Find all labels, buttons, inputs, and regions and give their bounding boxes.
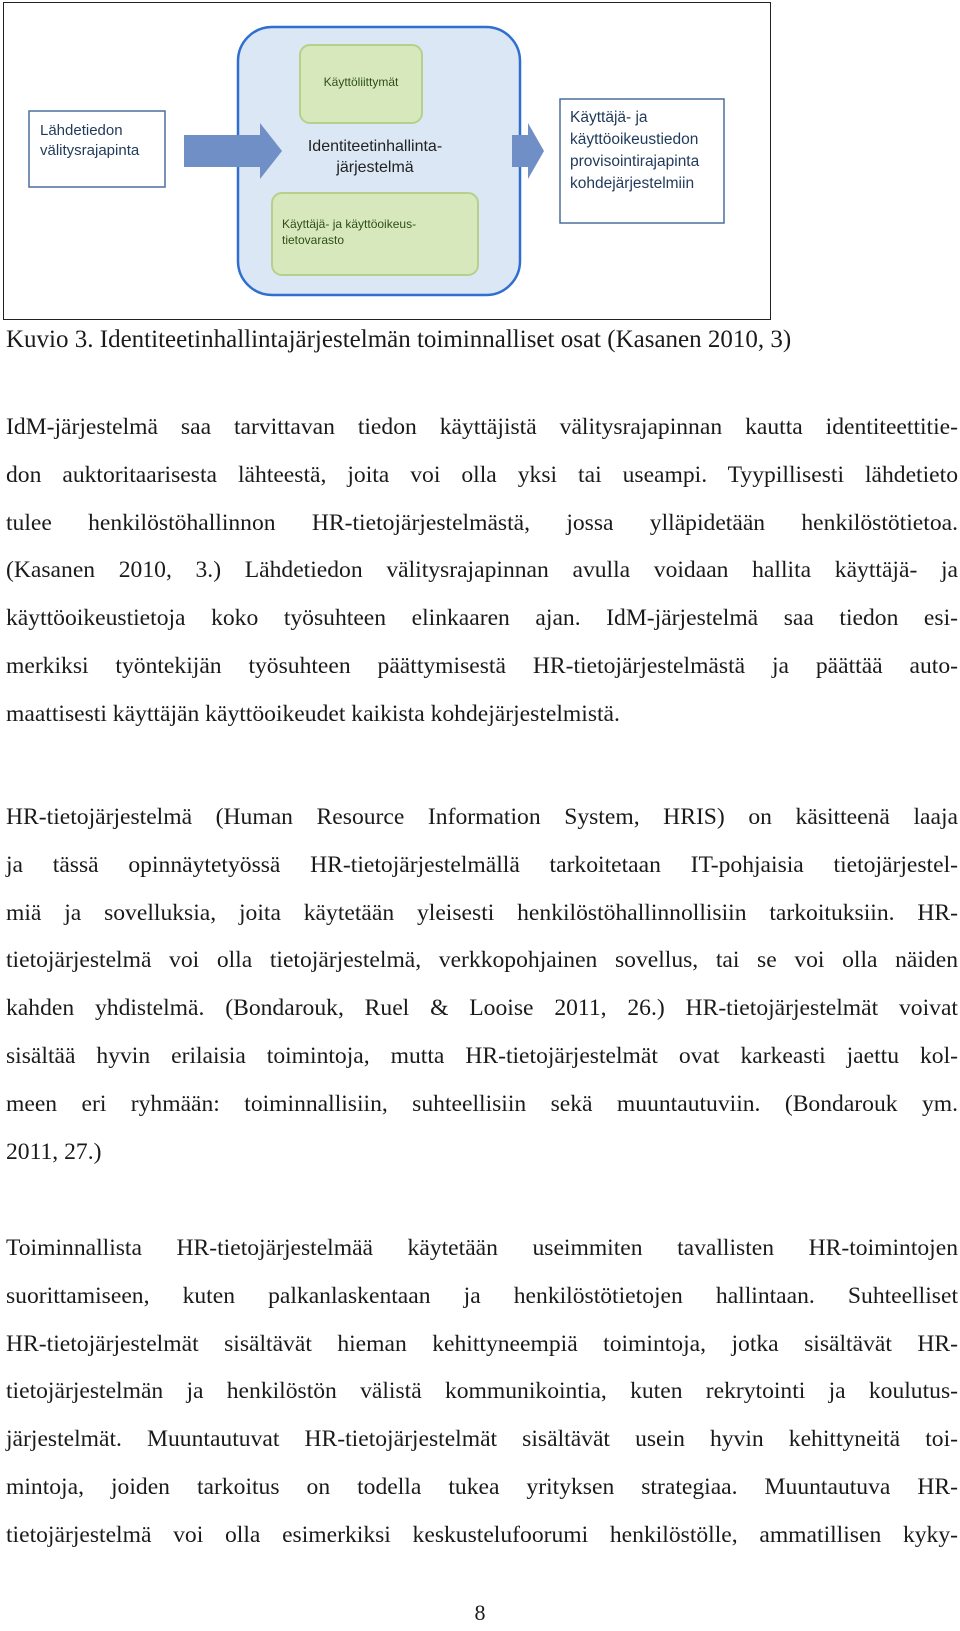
target-box-line-4: kohdejärjestelmiin (570, 175, 695, 192)
paragraph-line: tietojärjestelmän ja henkilöstön välistä kommunikointia, kuten rekrytointi ja koulutus- (6, 1378, 958, 1405)
core-label-line-1: Identiteetinhallinta- (307, 138, 443, 155)
source-box-line-2: välitysrajapinta (40, 141, 140, 159)
paragraph-line: tietojärjestelmä voi olla tietojärjestelmä, verkkopohjainen sovellus, tai se voi olla näiden (6, 947, 958, 974)
paragraph-line: suorittamiseen, kuten palkanlaskentaan ja henkilöstötietojen hallintaan. Suhteelliset (6, 1282, 958, 1309)
paragraph-line: meen eri ryhmään: toiminnallisiin, suhteellisiin sekä muuntautuviin. (Bondarouk ym. (6, 1090, 958, 1117)
core-label-line-2: järjestelmä (336, 158, 414, 176)
target-box-line-2: käyttöoikeustiedon (570, 131, 699, 148)
source-box-label (40, 121, 139, 160)
storage-box-line-1: Käyttäjä- ja käyttöoikeus- (282, 217, 417, 231)
storage-box-line-2: tietovarasto (282, 232, 345, 247)
target-box-label (570, 107, 699, 195)
paragraph-line: järjestelmät. Muuntautuvat HR-tietojärjestelmät sisältävät usein hyvin kehittyneitä toi- (6, 1426, 958, 1453)
diagram-figure (3, 2, 771, 320)
page-number: 8 (474, 1600, 486, 1625)
paragraph-line: ja tässä opinnäytetyössä HR-tietojärjestelmällä tarkoitetaan IT-pohjaisia tietojärjestel- (6, 851, 958, 878)
target-box-line-3: provisointirajapinta (570, 153, 700, 170)
paragraph-line: HR-tietojärjestelmät sisältävät hieman kehittyneempiä toimintoja, jotka sisältävät HR- (6, 1330, 958, 1357)
paragraph-line: HR-tietojärjestelmä (Human Resource Information System, HRIS) on käsitteenä laaja (6, 804, 958, 830)
paragraph-line: don auktoritaarisesta lähteestä, joita voi olla yksi tai useampi. Tyypillisesti lähdetieto (6, 461, 958, 488)
target-box-line-1: Käyttäjä- ja (570, 109, 648, 126)
paragraph-line: 2011, 27.) (6, 1138, 102, 1165)
paragraph-line: tulee henkilöstöhallinnon HR-tietojärjestelmästä, jossa ylläpidetään henkilöstötietoa. (6, 509, 958, 536)
paragraph-line: sisältää hyvin erilaisia toimintoja, mutta HR-tietojärjestelmät ovat karkeasti jaettu kol- (6, 1042, 958, 1069)
paragraph-line: miä ja sovelluksia, joita käytetään yleisesti henkilöstöhallinnollisiin tarkoituksiin. HR- (6, 899, 958, 926)
paragraph-line: (Kasanen 2010, 3.) Lähdetiedon välitysrajapinnan avulla voidaan hallita käyttäjä- ja (6, 557, 958, 584)
core-label (284, 137, 466, 179)
paragraph-line: käyttöoikeustietoja koko työsuhteen elinkaaren ajan. IdM-järjestelmä saa tiedon esi- (6, 605, 958, 632)
paragraph-line: merkiksi työntekijän työsuhteen päättymisestä HR-tietojärjestelmästä ja päättää auto- (6, 652, 958, 679)
figure-caption: Kuvio 3. Identiteetinhallintajärjestelmän toiminnalliset osat (Kasanen 2010, 3) (6, 326, 792, 353)
source-box-line-1: Lähdetiedon (40, 122, 123, 139)
paragraph-1 (6, 404, 958, 739)
paragraph-3 (6, 1225, 958, 1560)
paragraph-line: mintoja, joiden tarkoitus on todella tukea yrityksen strategiaa. Muuntautuva HR- (6, 1473, 958, 1500)
paragraph-line: IdM-järjestelmä saa tarvittavan tiedon käyttäjistä välitysrajapinnan kautta identiteettitie- (6, 414, 958, 440)
paragraph-line: Toiminnallista HR-tietojärjestelmää käytetään useimmiten tavallisten HR-toimintojen (6, 1235, 958, 1261)
paragraph-line: maattisesti käyttäjän käyttöoikeudet kaikista kohdejärjestelmistä. (6, 700, 620, 727)
storage-box-label (282, 217, 416, 248)
paragraph-line: tietojärjestelmä voi olla esimerkiksi keskustelufoorumi henkilöstölle, ammatillisen kyky- (6, 1521, 958, 1548)
paragraph-line: kahden yhdistelmä. (Bondarouk, Ruel & Looise 2011, 26.) HR-tietojärjestelmät voivat (6, 995, 958, 1022)
paragraph-2 (6, 794, 958, 1176)
ui-box-label: Käyttöliittymät (323, 75, 399, 89)
